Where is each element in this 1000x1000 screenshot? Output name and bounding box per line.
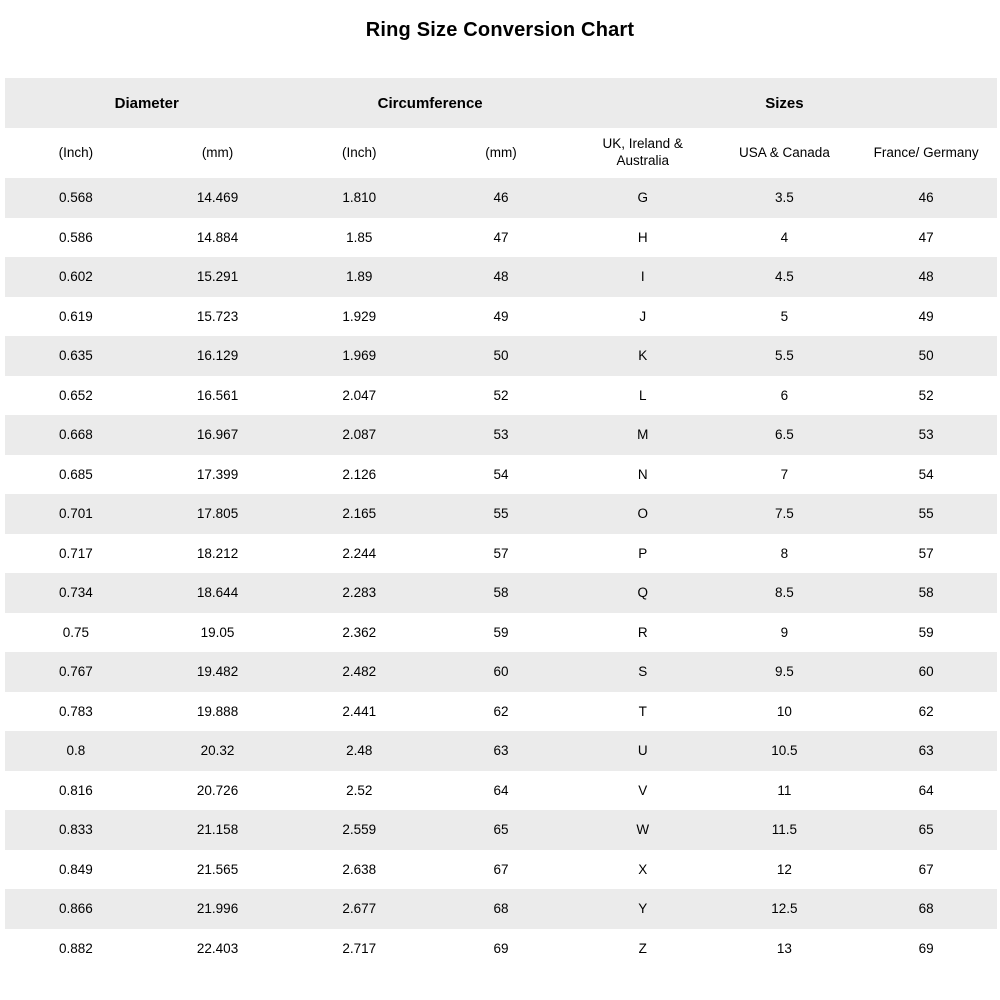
- table-cell: 55: [493, 506, 509, 522]
- table-cell: J: [639, 308, 647, 324]
- table-cell: 2.48: [346, 743, 373, 759]
- table-row: [5, 889, 997, 929]
- table-cell: 20.32: [200, 743, 235, 759]
- table-cell: 19.888: [196, 703, 239, 719]
- table-cell: 10.5: [771, 743, 798, 759]
- table-cell: 11.5: [771, 822, 798, 838]
- page-title: Ring Size Conversion Chart: [365, 19, 635, 41]
- table-cell: 12.5: [771, 901, 798, 917]
- table-cell: 69: [918, 940, 934, 956]
- table-cell: 14.469: [196, 190, 239, 206]
- table-cell: 0.8: [66, 743, 86, 759]
- table-cell: 19.482: [196, 664, 239, 680]
- table-cell: 15.723: [196, 308, 239, 324]
- table-cell: W: [636, 822, 650, 838]
- table-row: [5, 336, 997, 376]
- table-cell: 9.5: [775, 664, 794, 680]
- table-cell: 9: [780, 624, 789, 640]
- table-cell: 4.5: [775, 269, 794, 285]
- table-cell: 53: [918, 427, 934, 443]
- table-cell: X: [638, 861, 648, 877]
- table-cell: P: [638, 545, 648, 561]
- table-cell: 0.734: [58, 585, 93, 601]
- table-cell: 0.568: [58, 190, 93, 206]
- table-cell: 1.810: [342, 190, 377, 206]
- table-cell: Z: [638, 940, 647, 956]
- table-cell: 0.849: [58, 861, 93, 877]
- table-row: [5, 573, 997, 613]
- table-cell: 0.586: [58, 229, 93, 245]
- table-group-header-row: [5, 78, 997, 128]
- table-cell: H: [637, 229, 648, 245]
- table-cell: 63: [918, 743, 934, 759]
- table-cell: M: [637, 427, 649, 443]
- table-cell: 3.5: [775, 190, 794, 206]
- table-cell: 14.884: [196, 229, 239, 245]
- table-cell: 49: [493, 308, 509, 324]
- table-row: [5, 652, 997, 692]
- table-cell: 0.668: [58, 427, 93, 443]
- group-header-diameter: Diameter: [114, 94, 179, 112]
- table-cell: 60: [493, 664, 509, 680]
- table-cell: R: [637, 624, 648, 640]
- table-cell: 1.929: [342, 308, 377, 324]
- table-cell: 48: [918, 269, 934, 285]
- table-cell: 16.967: [196, 427, 239, 443]
- table-cell: 17.805: [196, 506, 239, 522]
- table-row: [5, 376, 997, 416]
- table-cell: 21.996: [196, 901, 239, 917]
- table-cell: 0.816: [58, 782, 93, 798]
- table-cell: 19.05: [200, 624, 235, 640]
- table-cell: 21.565: [196, 861, 239, 877]
- table-cell: 2.717: [342, 940, 377, 956]
- table-cell: 0.635: [58, 348, 93, 364]
- table-row: [5, 929, 997, 969]
- table-cell: 50: [918, 348, 934, 364]
- table-cell: 57: [493, 545, 509, 561]
- table-cell: 2.165: [342, 506, 377, 522]
- table-cell: 2.362: [342, 624, 377, 640]
- table-cell: 67: [918, 861, 934, 877]
- table-cell: L: [638, 387, 647, 403]
- table-cell: 69: [493, 940, 509, 956]
- table-cell: 2.559: [342, 822, 377, 838]
- ring-size-conversion-table: [5, 78, 997, 968]
- table-cell: 0.619: [58, 308, 93, 324]
- table-cell: 2.677: [342, 901, 377, 917]
- table-cell: 67: [493, 861, 509, 877]
- table-cell: 1.969: [342, 348, 377, 364]
- table-cell: 2.638: [342, 861, 377, 877]
- table-row: [5, 613, 997, 653]
- table-cell: 18.212: [196, 545, 239, 561]
- table-cell: 15.291: [196, 269, 239, 285]
- table-cell: Q: [637, 585, 648, 601]
- table-cell: 20.726: [196, 782, 239, 798]
- table-cell: 6.5: [775, 427, 794, 443]
- table-cell: 58: [918, 585, 934, 601]
- table-cell: 62: [918, 703, 934, 719]
- table-row: [5, 494, 997, 534]
- table-cell: 21.158: [196, 822, 239, 838]
- table-cell: 58: [493, 585, 509, 601]
- table-cell: 10: [776, 703, 792, 719]
- table-cell: 68: [493, 901, 509, 917]
- table-row: [5, 257, 997, 297]
- table-row: [5, 178, 997, 218]
- table-cell: 65: [918, 822, 934, 838]
- table-cell: 0.833: [58, 822, 93, 838]
- column-header-circumference-inch: (Inch): [342, 144, 377, 160]
- table-cell: 52: [918, 387, 934, 403]
- table-cell: 8: [780, 545, 789, 561]
- table-row: [5, 534, 997, 574]
- table-row: [5, 218, 997, 258]
- column-header-diameter-mm: (mm): [201, 144, 234, 160]
- column-header-france-germany: France/ Germany: [873, 144, 979, 160]
- table-cell: 1.89: [346, 269, 373, 285]
- table-cell: 47: [493, 229, 509, 245]
- table-cell: 22.403: [196, 940, 239, 956]
- table-cell: 62: [493, 703, 509, 719]
- table-cell: 5.5: [775, 348, 794, 364]
- table-cell: 1.85: [346, 229, 373, 245]
- table-cell: 64: [493, 782, 509, 798]
- table-cell: 0.602: [58, 269, 93, 285]
- table-cell: 6: [780, 387, 789, 403]
- table-cell: 64: [918, 782, 934, 798]
- table-cell: N: [637, 466, 648, 482]
- table-cell: 49: [918, 308, 934, 324]
- table-cell: 59: [918, 624, 934, 640]
- table-cell: G: [637, 190, 648, 206]
- group-header-circumference: Circumference: [377, 94, 483, 112]
- table-cell: 0.866: [58, 901, 93, 917]
- table-cell: O: [637, 506, 648, 522]
- table-cell: 18.644: [196, 585, 239, 601]
- table-row: [5, 810, 997, 850]
- table-cell: 63: [493, 743, 509, 759]
- table-cell: U: [637, 743, 648, 759]
- table-cell: 48: [493, 269, 509, 285]
- table-cell: 0.685: [58, 466, 93, 482]
- table-cell: 2.283: [342, 585, 377, 601]
- table-cell: 2.047: [342, 387, 377, 403]
- table-cell: 59: [493, 624, 509, 640]
- table-cell: 57: [918, 545, 934, 561]
- table-row: [5, 297, 997, 337]
- table-cell: 2.244: [342, 545, 377, 561]
- table-cell: 17.399: [196, 466, 239, 482]
- table-row: [5, 850, 997, 890]
- table-cell: V: [638, 782, 648, 798]
- table-cell: T: [638, 703, 647, 719]
- table-row: [5, 731, 997, 771]
- table-cell: 0.717: [58, 545, 93, 561]
- table-cell: 2.087: [342, 427, 377, 443]
- column-header-circumference-mm: (mm): [485, 144, 517, 160]
- table-cell: 52: [493, 387, 509, 403]
- table-row: [5, 771, 997, 811]
- table-cell: 2.52: [346, 782, 373, 798]
- table-cell: 46: [493, 190, 509, 206]
- table-row: [5, 692, 997, 732]
- table-cell: 65: [493, 822, 509, 838]
- table-cell: I: [640, 269, 645, 285]
- table-cell: 53: [493, 427, 509, 443]
- table-cell: 5: [780, 308, 789, 324]
- table-cell: 4: [780, 229, 789, 245]
- table-cell: 0.882: [58, 940, 93, 956]
- table-cell: 60: [918, 664, 934, 680]
- table-cell: 0.767: [58, 664, 93, 680]
- table-cell: 0.701: [58, 506, 93, 522]
- table-cell: 12: [776, 861, 792, 877]
- group-header-sizes: Sizes: [765, 94, 804, 112]
- table-cell: Y: [638, 901, 648, 917]
- table-cell: K: [638, 348, 648, 364]
- table-cell: 7: [780, 466, 789, 482]
- table-cell: 16.561: [196, 387, 239, 403]
- table-body: [5, 178, 997, 968]
- column-header-usa-canada: USA & Canada: [739, 144, 830, 160]
- table-cell: 2.482: [342, 664, 377, 680]
- table-cell: 54: [918, 466, 934, 482]
- column-header-diameter-inch: (Inch): [58, 144, 94, 160]
- table-cell: 2.126: [342, 466, 377, 482]
- table-cell: 50: [493, 348, 509, 364]
- table-cell: 54: [493, 466, 509, 482]
- table-cell: 2.441: [342, 703, 377, 719]
- table-cell: 13: [776, 940, 792, 956]
- table-cell: 7.5: [775, 506, 794, 522]
- table-cell: S: [638, 664, 648, 680]
- table-cell: 0.75: [62, 624, 89, 640]
- table-cell: 8.5: [775, 585, 794, 601]
- table-cell: 46: [918, 190, 934, 206]
- table-cell: 0.652: [58, 387, 93, 403]
- table-cell: 47: [918, 229, 934, 245]
- table-subheader-row: [5, 128, 997, 178]
- table-cell: 0.783: [58, 703, 93, 719]
- table-cell: 11: [777, 782, 792, 798]
- table-row: [5, 455, 997, 495]
- table-row: [5, 415, 997, 455]
- table-cell: 55: [918, 506, 934, 522]
- table-cell: 16.129: [196, 348, 239, 364]
- table-cell: 68: [918, 901, 934, 917]
- column-header-uk-ireland-australia: UK, Ireland & Australia: [602, 136, 683, 168]
